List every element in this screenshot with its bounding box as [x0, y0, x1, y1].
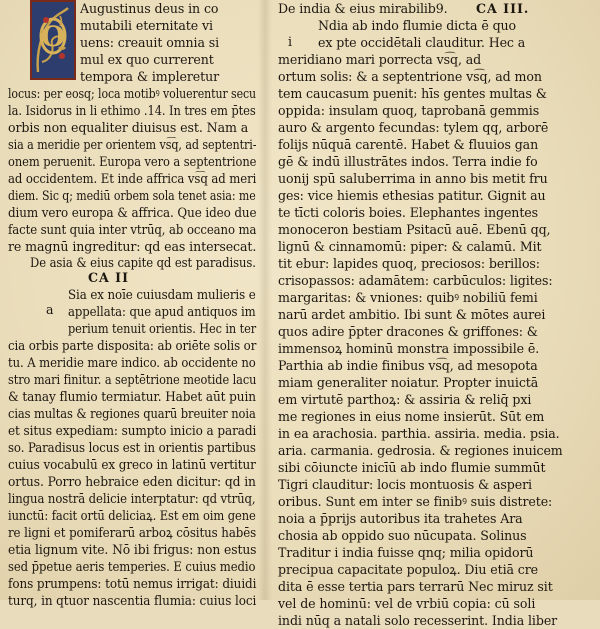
text-line: quos adire p̄pter dracones & griffones: &	[278, 324, 538, 339]
chapter-label: CA III.	[476, 1, 530, 16]
text-line: etia lignum vite. Nō ibi frigus: non estus	[8, 542, 257, 557]
text-line: tit ebur: lapides quoq, preciosos: berillos:	[278, 256, 540, 271]
text-line: locus: per eosq; loca motibꝰ voluerentur secu	[8, 86, 257, 101]
text-line: iunctū: facit ortū deliciaꝝ. Est em oim gene	[8, 508, 256, 523]
text-line: miam generaliter noiatur. Propter inuictā	[278, 375, 539, 390]
text-line: margaritas: & vniones: quibꝰ nobiliū femi	[278, 290, 538, 305]
text-line: narū ardet ambitio. Ibi sunt & mōtes aurei	[278, 307, 546, 322]
text-line: la. Isidorus in li ethimo .14. In tres em p̄tes	[8, 103, 256, 118]
text-line: gē & indū illustrātes indos. Terra indie fo	[278, 154, 538, 169]
text-line: dita ē esse tertia pars terrarū Nec miruz sit	[278, 579, 553, 594]
text-line: me regiones in eius nome insierūt. Sūt em	[278, 409, 545, 424]
text-line: te tīcti coloris boies. Elephantes ingentes	[278, 205, 538, 220]
text-line: tu. A meridie mare indico. ab occidente no	[8, 355, 256, 370]
section-title: De asia & eius capite qd est paradisus.	[30, 255, 256, 270]
text-line: crisopassos: adamātem: carbūculos: ligites:	[278, 273, 553, 288]
text-line: cuius vocabulū ex greco in latinū vertitur	[8, 457, 256, 472]
text-line: Parthia ab indie finibus vs͡q, ad mesopota	[278, 358, 538, 373]
text-line: aria. carmania. gedrosia. & regiones inuicem	[278, 443, 563, 458]
text-line: immensoꝝ hominū monstra impossibile ē.	[278, 341, 540, 356]
text-line: oppida: insulam quoq, taprobanā gemmis	[278, 103, 540, 118]
text-line: in ea arachosia. parthia. assiria. media. psia.	[278, 426, 560, 441]
text-line: perium tenuit orientis. Hec in ter	[68, 321, 257, 336]
text-line: turq, in qtuor nascentia flumia: cuius loci	[8, 593, 257, 608]
text-line: precipua capacitate populoꝝ. Diu etiā cre	[278, 562, 539, 577]
text-line: sed p̄petue aeris temperies. E cuius medio	[8, 559, 256, 574]
text-line: uens: creauit omnia si	[80, 35, 220, 50]
margin-guide-letter: a	[46, 302, 54, 317]
text-line: ortum solis: & a septentrione vs͡q, ad mon	[278, 69, 542, 84]
chapter-heading: De india & eius mirabilib9.	[278, 1, 448, 16]
text-line: cias multas & regiones quarū breuiter noia	[8, 406, 256, 421]
text-line: sia a meridie per orientem vs͡q, ad septentri-	[8, 137, 257, 152]
margin-guide-letter: i	[288, 34, 293, 49]
text-line: re ligni et pomiferarū arboꝝ cōsitus habēs	[8, 525, 257, 540]
text-line: onem peruenit. Europa vero a septentrione	[8, 154, 257, 169]
text-line: lingua nostrā delicie interptatur: qd vtrūq,	[8, 491, 256, 506]
gutter-shadow	[258, 0, 272, 600]
text-line: appellata: que apud antiquos im	[68, 304, 256, 319]
text-line: Ndia ab indo flumie dicta ē quo	[318, 18, 517, 33]
text-line: ex pte occidētali clauditur. Hec a	[318, 35, 526, 50]
text-line: et situs expediam: sumpto inicio a paradi	[8, 423, 257, 438]
text-line: so. Paradisus locus est in orientis partibus	[8, 440, 256, 455]
decorated-initial-art	[32, 2, 74, 78]
text-line: dium vero europa & affrica. Que ideo due	[8, 205, 257, 220]
text-line: noia a p̄prijs autoribus ita trahetes Ara	[278, 511, 523, 526]
text-line: ortus. Porro hebraice eden dicitur: qd in	[8, 474, 256, 489]
text-line: ges: vice hiemis ethesias patitur. Gignit au	[278, 188, 546, 203]
text-line: vel de hominū: vel de vrbiū copia: cū soli	[278, 596, 536, 611]
initial-letter: O	[40, 20, 66, 53]
text-line: tempora & impleretur	[80, 69, 220, 84]
text-line: Tigri clauditur: locis montuosis & asperi	[278, 477, 532, 492]
text-line: auro & argento fecundas: tylem qq, arborē	[278, 120, 549, 135]
text-line: folijs nūquā carentē. Habet & fluuios gan	[278, 137, 539, 152]
text-line: indi nūq a natali solo recesserint. India liber	[278, 613, 558, 628]
text-line: ad occidentem. Et inde affrica vs͡q ad meri	[8, 171, 257, 186]
text-line: re magnū ingreditur: qd eas intersecat.	[8, 239, 257, 254]
text-line: em virtutē parthoꝝ: & assiria & reliq̄ pxi	[278, 392, 532, 407]
text-line: cia orbis parte disposita: ab oriēte solis or	[8, 338, 257, 353]
text-line: stro mari finitur. a septētrione meotide lacu	[8, 372, 257, 387]
decorated-initial	[30, 0, 76, 80]
text-line: mul ex quo currerent	[80, 52, 214, 67]
text-line: sibi cōiuncte inicīū ab indo flumie summūt	[278, 460, 546, 475]
text-line: diem. Sic q; mediū orbem sola tenet asia: me	[8, 188, 256, 203]
text-line: lignū & cinnamomū: piper: & calamū. Mit	[278, 239, 542, 254]
text-line: tem caucasum puenit: hīs gentes multas &	[278, 86, 547, 101]
text-line: facte sunt quia inter vtrūq, ab occeano ma	[8, 222, 257, 237]
text-line: Traditur i india fuisse qnq; milia opidorū	[278, 545, 534, 560]
text-line: fons prumpens: totū nemus irrigat: diuidi	[8, 576, 257, 591]
text-line: & tanay flumio termiatur. Habet aūt puin	[8, 389, 256, 404]
text-line: monoceron bestiam Psitacū auē. Ebenū qq,	[278, 222, 551, 237]
text-line: orbis non equaliter diuisus est. Nam a	[8, 120, 249, 135]
text-line: Sia ex noīe cuiusdam mulieris e	[68, 287, 256, 302]
text-line: uonij spū saluberrima in anno bis metit fru	[278, 171, 548, 186]
text-line: mutabili eternitate vi	[80, 18, 213, 33]
chapter-label: CA II	[88, 270, 129, 285]
text-line: meridiano mari porrecta vs͡q, ad	[278, 52, 482, 67]
text-line: chosia ab oppido suo nūcupata. Solinus	[278, 528, 527, 543]
text-line: Augustinus deus in co	[80, 1, 219, 16]
text-line: oribus. Sunt em inter se finibꝰ suis distrete:	[278, 494, 553, 509]
